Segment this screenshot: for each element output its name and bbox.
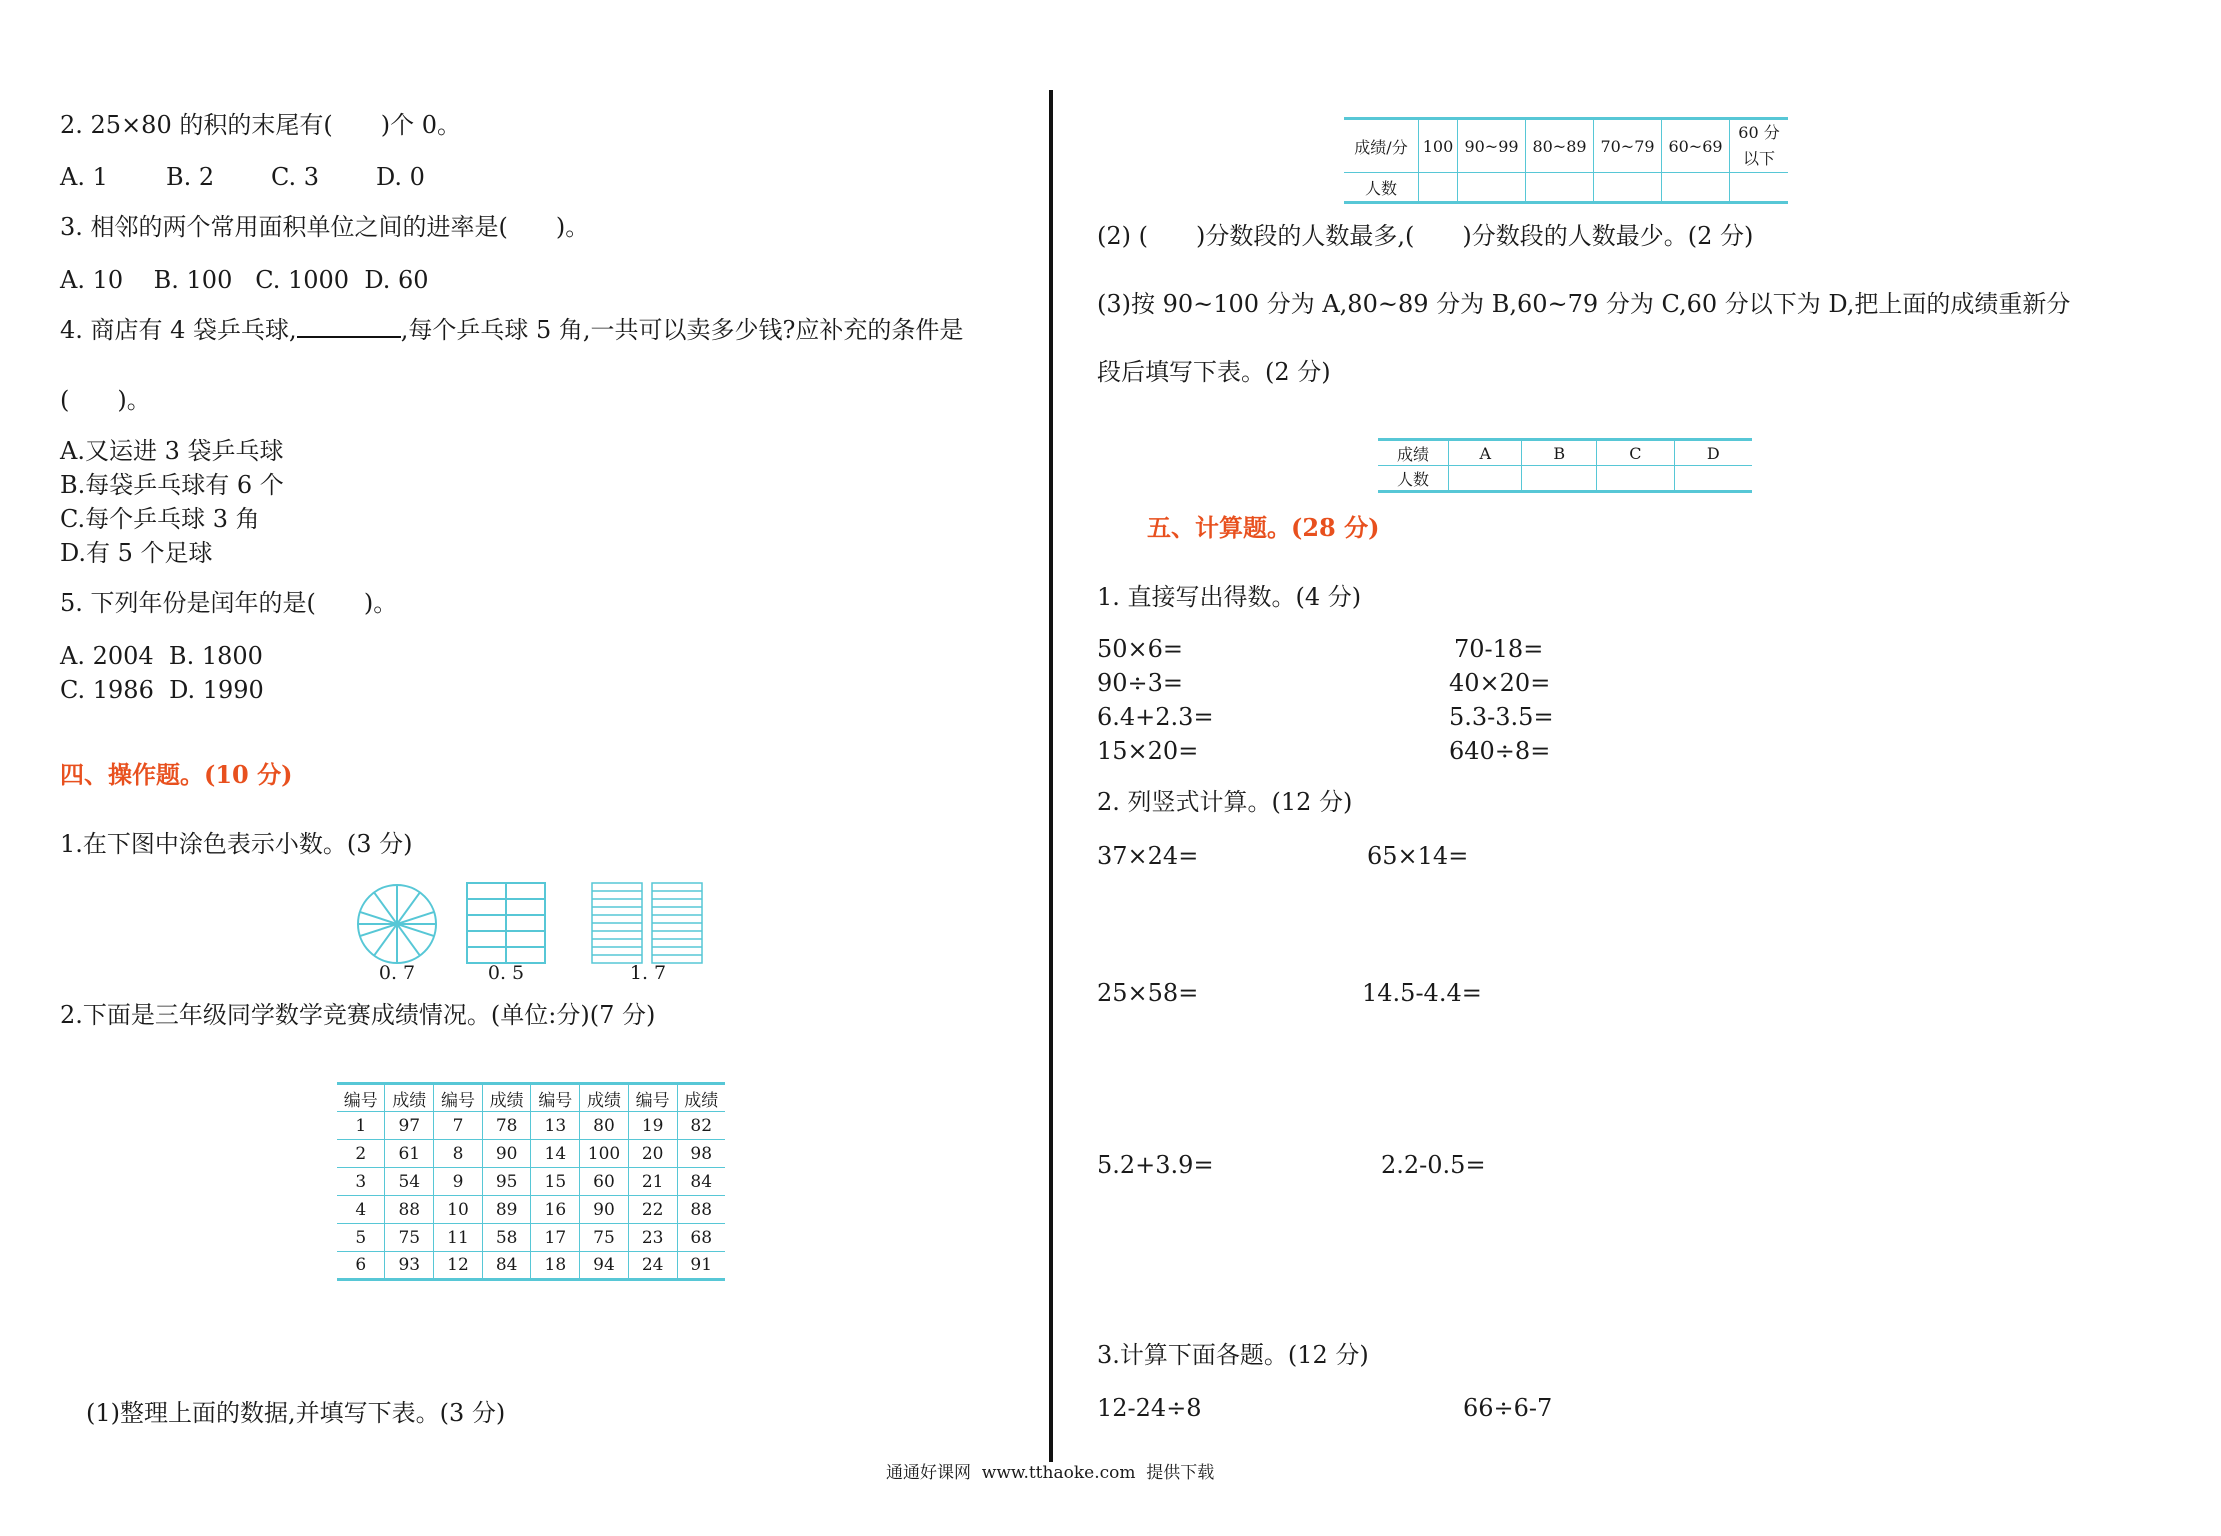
table-cell: 4 bbox=[337, 1196, 385, 1224]
s5-q3-text: 3.计算下面各题。(12 分) bbox=[1097, 1341, 1369, 1369]
table-cell: 6 bbox=[337, 1252, 385, 1280]
q4-text-a: 4. 商店有 4 袋乒乓球, bbox=[60, 316, 297, 344]
table-cell: 9 bbox=[434, 1168, 483, 1196]
table-cell: 80 bbox=[580, 1112, 629, 1140]
q4-text-c: ( )。 bbox=[60, 386, 151, 414]
table-cell: 12 bbox=[434, 1252, 483, 1280]
table-cell: 23 bbox=[628, 1224, 677, 1252]
header-cell: 成绩 bbox=[677, 1084, 725, 1112]
range-table bbox=[1344, 117, 1788, 204]
range-count-label: 人数 bbox=[1344, 173, 1419, 203]
q2-text: 2. 25×80 的积的末尾有( )个 0。 bbox=[60, 111, 461, 139]
section4-title: 四、操作题。(10 分) bbox=[60, 760, 293, 789]
table-cell: 68 bbox=[677, 1224, 725, 1252]
s4-sub1-text: (1)整理上面的数据,并填写下表。(3 分) bbox=[86, 1399, 506, 1427]
table-row bbox=[337, 1168, 725, 1196]
column-divider bbox=[1049, 90, 1053, 1462]
table-cell: 2 bbox=[337, 1140, 385, 1168]
grade-header-cell: C bbox=[1597, 440, 1674, 466]
q3-options: A. 10 B. 100 C. 1000 D. 60 bbox=[60, 266, 429, 294]
table-row bbox=[337, 1224, 725, 1252]
q5-options-2: C. 1986 D. 1990 bbox=[60, 676, 264, 704]
table-cell: 100 bbox=[580, 1140, 629, 1168]
table-cell: 1 bbox=[337, 1112, 385, 1140]
table-row bbox=[337, 1112, 725, 1140]
q4-text bbox=[60, 315, 963, 345]
header-cell: 成绩 bbox=[580, 1084, 629, 1112]
range-header-cell bbox=[1730, 119, 1789, 173]
range-count-cell[interactable] bbox=[1419, 173, 1458, 203]
vertical-calc-item: 5.2+3.9= bbox=[1097, 1151, 1214, 1179]
table-cell: 19 bbox=[628, 1112, 677, 1140]
table-cell: 78 bbox=[482, 1112, 531, 1140]
table-cell: 8 bbox=[434, 1140, 483, 1168]
grade-header-cell: 成绩 bbox=[1378, 440, 1449, 466]
q4-option-d: D.有 5 个足球 bbox=[60, 539, 213, 567]
table-row bbox=[337, 1140, 725, 1168]
table-cell: 11 bbox=[434, 1224, 483, 1252]
table-cell: 84 bbox=[482, 1252, 531, 1280]
grade-table bbox=[1378, 438, 1752, 493]
double-square-divisions bbox=[592, 883, 702, 963]
rectangle-divisions bbox=[467, 883, 545, 963]
table-cell: 82 bbox=[677, 1112, 725, 1140]
range-count-cell[interactable] bbox=[1662, 173, 1730, 203]
grade-header-cell: D bbox=[1674, 440, 1752, 466]
q2-option-b: B. 2 bbox=[166, 163, 215, 191]
section5-title: 五、计算题。(28 分) bbox=[1147, 513, 1380, 542]
table-cell: 54 bbox=[385, 1168, 434, 1196]
table-cell: 95 bbox=[482, 1168, 531, 1196]
s4-q1-text: 1.在下图中涂色表示小数。(3 分) bbox=[60, 830, 413, 858]
fig-label-1-7: 1. 7 bbox=[629, 962, 667, 984]
range-header-cell: 70~79 bbox=[1594, 119, 1662, 173]
range-header-cell: 60~69 bbox=[1662, 119, 1730, 173]
table-cell: 7 bbox=[434, 1112, 483, 1140]
sub3-text-a: (3)按 90~100 分为 A,80~89 分为 B,60~79 分为 C,60 分以下为 D,把上面的成绩重新分 bbox=[1097, 290, 2071, 318]
table-cell: 97 bbox=[385, 1112, 434, 1140]
s5-q2-text: 2. 列竖式计算。(12 分) bbox=[1097, 788, 1353, 816]
range-header-cell: 90~99 bbox=[1458, 119, 1526, 173]
fig-label-0-7: 0. 7 bbox=[378, 962, 416, 984]
q5-text: 5. 下列年份是闰年的是( )。 bbox=[60, 589, 398, 617]
range-table-row bbox=[1344, 173, 1788, 203]
s5-q1-text: 1. 直接写出得数。(4 分) bbox=[1097, 583, 1362, 611]
grade-header-cell: A bbox=[1449, 440, 1522, 466]
range-table-row bbox=[1344, 119, 1788, 173]
range-header-cell: 成绩/分 bbox=[1344, 119, 1419, 173]
calc-item: 50×6= bbox=[1097, 635, 1184, 663]
table-cell: 21 bbox=[628, 1168, 677, 1196]
table-cell: 94 bbox=[580, 1252, 629, 1280]
table-cell: 91 bbox=[677, 1252, 725, 1280]
calc-item: 40×20= bbox=[1449, 669, 1551, 697]
range-header-line: 60 分 bbox=[1738, 123, 1780, 142]
vertical-calc-item: 14.5-4.4= bbox=[1362, 979, 1482, 1007]
table-cell: 88 bbox=[677, 1196, 725, 1224]
header-cell: 编号 bbox=[628, 1084, 677, 1112]
table-cell: 16 bbox=[531, 1196, 580, 1224]
table-cell: 15 bbox=[531, 1168, 580, 1196]
circle-divisions bbox=[358, 885, 436, 963]
score-table bbox=[337, 1082, 725, 1281]
grade-count-cell[interactable] bbox=[1597, 466, 1674, 492]
table-cell: 3 bbox=[337, 1168, 385, 1196]
table-cell: 10 bbox=[434, 1196, 483, 1224]
grade-count-cell[interactable] bbox=[1674, 466, 1752, 492]
header-cell: 编号 bbox=[531, 1084, 580, 1112]
calc-item: 15×20= bbox=[1097, 737, 1199, 765]
table-cell: 20 bbox=[628, 1140, 677, 1168]
rectangle-figure[interactable] bbox=[466, 882, 546, 964]
table-cell: 14 bbox=[531, 1140, 580, 1168]
sub3-text-b: 段后填写下表。(2 分) bbox=[1097, 358, 1331, 386]
table-cell: 58 bbox=[482, 1224, 531, 1252]
range-header-cell: 100 bbox=[1419, 119, 1458, 173]
table-cell: 98 bbox=[677, 1140, 725, 1168]
calc-item: 5.3-3.5= bbox=[1449, 703, 1554, 731]
table-cell: 24 bbox=[628, 1252, 677, 1280]
vertical-calc-item: 25×58= bbox=[1097, 979, 1199, 1007]
table-cell: 22 bbox=[628, 1196, 677, 1224]
calc-item: 6.4+2.3= bbox=[1097, 703, 1214, 731]
q4-text-b: ,每个乒乓球 5 角,一共可以卖多少钱?应补充的条件是 bbox=[400, 316, 964, 344]
vertical-calc-item: 2.2-0.5= bbox=[1381, 1151, 1486, 1179]
double-square-figure[interactable] bbox=[591, 882, 703, 964]
table-row bbox=[337, 1196, 725, 1224]
fig-label-0-5: 0. 5 bbox=[487, 962, 525, 984]
table-cell: 90 bbox=[580, 1196, 629, 1224]
q5-options-1: A. 2004 B. 1800 bbox=[60, 642, 263, 670]
header-cell: 成绩 bbox=[385, 1084, 434, 1112]
s4-q2-text: 2.下面是三年级同学数学竞赛成绩情况。(单位:分)(7 分) bbox=[60, 1001, 656, 1029]
q3-text: 3. 相邻的两个常用面积单位之间的进率是( )。 bbox=[60, 213, 590, 241]
table-cell: 13 bbox=[531, 1112, 580, 1140]
range-count-cell[interactable] bbox=[1526, 173, 1594, 203]
mixed-calc-item: 12-24÷8 bbox=[1097, 1394, 1202, 1422]
calc-item: 70-18= bbox=[1454, 635, 1544, 663]
mixed-calc-item: 66÷6-7 bbox=[1463, 1394, 1553, 1422]
q4-answer-blank[interactable] bbox=[297, 316, 401, 338]
grade-count-cell[interactable] bbox=[1522, 466, 1597, 492]
sub2-text: (2) ( )分数段的人数最多,( )分数段的人数最少。(2 分) bbox=[1097, 222, 1754, 250]
q4-option-c: C.每个乒乓球 3 角 bbox=[60, 505, 260, 533]
table-cell: 93 bbox=[385, 1252, 434, 1280]
table-cell: 17 bbox=[531, 1224, 580, 1252]
grade-table-row bbox=[1378, 440, 1752, 466]
table-cell: 61 bbox=[385, 1140, 434, 1168]
table-row bbox=[337, 1252, 725, 1280]
table-cell: 18 bbox=[531, 1252, 580, 1280]
table-cell: 89 bbox=[482, 1196, 531, 1224]
q4-option-a: A.又运进 3 袋乒乓球 bbox=[60, 437, 284, 465]
table-cell: 90 bbox=[482, 1140, 531, 1168]
range-count-cell[interactable] bbox=[1730, 173, 1789, 203]
table-cell: 75 bbox=[580, 1224, 629, 1252]
table-cell: 88 bbox=[385, 1196, 434, 1224]
header-cell: 编号 bbox=[337, 1084, 385, 1112]
range-header-line: 以下 bbox=[1742, 149, 1775, 168]
calc-item: 90÷3= bbox=[1097, 669, 1184, 697]
table-cell: 5 bbox=[337, 1224, 385, 1252]
range-count-cell[interactable] bbox=[1458, 173, 1526, 203]
table-cell: 84 bbox=[677, 1168, 725, 1196]
table-cell: 60 bbox=[580, 1168, 629, 1196]
q4-option-b: B.每袋乒乓球有 6 个 bbox=[60, 471, 284, 499]
vertical-calc-item: 37×24= bbox=[1097, 842, 1199, 870]
q2-option-a: A. 1 bbox=[60, 163, 108, 191]
grade-count-cell[interactable] bbox=[1449, 466, 1522, 492]
q2-option-d: D. 0 bbox=[376, 163, 425, 191]
grade-header-cell: B bbox=[1522, 440, 1597, 466]
score-table-header bbox=[337, 1084, 725, 1112]
header-cell: 编号 bbox=[434, 1084, 483, 1112]
circle-figure[interactable] bbox=[355, 882, 439, 966]
grade-table-row bbox=[1378, 466, 1752, 492]
calc-item: 640÷8= bbox=[1449, 737, 1551, 765]
grade-count-label: 人数 bbox=[1378, 466, 1449, 492]
q2-option-c: C. 3 bbox=[271, 163, 320, 191]
footer-text: 通通好课网 www.tthaoke.com 提供下载 bbox=[886, 1463, 1215, 1483]
vertical-calc-item: 65×14= bbox=[1367, 842, 1469, 870]
range-header-cell: 80~89 bbox=[1526, 119, 1594, 173]
range-count-cell[interactable] bbox=[1594, 173, 1662, 203]
header-cell: 成绩 bbox=[482, 1084, 531, 1112]
table-cell: 75 bbox=[385, 1224, 434, 1252]
